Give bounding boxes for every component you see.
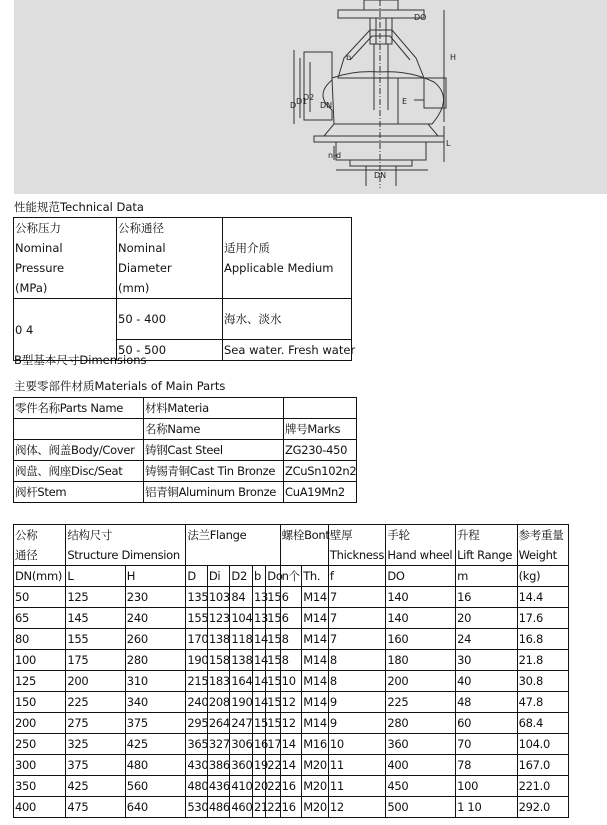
header-bolt: 螺栓Bont — [280, 525, 328, 566]
dims-cell: 12 — [280, 713, 302, 734]
dims-cell: 325 — [66, 734, 125, 755]
dims-cell: 260 — [125, 629, 186, 650]
dims-cell: 24 — [456, 629, 518, 650]
dims-cell: 190 — [186, 650, 208, 671]
dims-cell: 7 — [328, 587, 385, 608]
header-lift: 升程 Lift Range — [456, 525, 518, 566]
dims-cell: 9 — [328, 713, 385, 734]
dims-cell: 430 — [186, 755, 208, 776]
dims-cell: 22 — [266, 755, 280, 776]
dims-cell: 410 — [230, 776, 253, 797]
dims-cell: 12 — [280, 692, 302, 713]
dims-cell: 436 — [207, 776, 230, 797]
marks-cell: CuA19Mn2 — [284, 482, 357, 503]
dim-label-dn-bottom: DN — [374, 171, 387, 180]
medium-value: Sea water. Fresh water — [223, 340, 352, 361]
dims-row — [14, 650, 569, 671]
dims-cell: 500 — [386, 797, 456, 818]
dims-cell: 14 — [252, 629, 265, 650]
dim-label-e: E — [402, 97, 408, 106]
dims-row — [14, 734, 569, 755]
dims-cell: 16.8 — [517, 629, 568, 650]
dims-cell: 15 — [266, 587, 280, 608]
dims-cell: 350 — [14, 776, 66, 797]
dims-cell: 230 — [125, 587, 186, 608]
dims-row — [14, 608, 569, 629]
unit-cell: DO — [386, 566, 456, 587]
dims-cell: 8 — [280, 650, 302, 671]
header-flange: 法兰Flange — [186, 525, 280, 566]
dims-cell: 15 — [266, 713, 280, 734]
dims-cell: 7 — [328, 608, 385, 629]
dims-cell: 15 — [266, 692, 280, 713]
dims-cell: 22 — [266, 776, 280, 797]
unit-cell: Do — [266, 566, 280, 587]
dims-cell: 15 — [266, 650, 280, 671]
materials-table — [13, 397, 357, 503]
dims-cell: 138 — [230, 650, 253, 671]
dims-cell: 225 — [386, 692, 456, 713]
dims-cell: 360 — [230, 755, 253, 776]
unit-cell: (kg) — [517, 566, 568, 587]
dims-cell: 19 — [252, 755, 265, 776]
dims-cell: 118 — [230, 629, 253, 650]
header-handwheel: 手轮 Hand wheel — [386, 525, 456, 566]
dims-cell: 125 — [66, 587, 125, 608]
unit-cell: D — [186, 566, 208, 587]
dims-cell: 425 — [66, 776, 125, 797]
dims-cell: 295 — [186, 713, 208, 734]
material-cell: 铸锡青铜Cast Tin Bronze — [144, 461, 284, 482]
dim-label-h: H — [450, 53, 457, 62]
header-weight: 参考重量 Weight — [517, 525, 568, 566]
dims-cell: 11 — [328, 755, 385, 776]
dims-cell: 560 — [125, 776, 186, 797]
dims-cell: 360 — [386, 734, 456, 755]
marks-cell: ZCuSn102n2 — [284, 461, 357, 482]
dims-cell: 9 — [328, 692, 385, 713]
technical-heading: 性能规范Technical Data — [14, 200, 144, 214]
dims-cell: 47.8 — [517, 692, 568, 713]
medium-value: 海水、淡水 — [223, 299, 352, 340]
dims-cell: 400 — [386, 755, 456, 776]
dims-unit-row — [14, 566, 569, 587]
dims-cell: 486 — [207, 797, 230, 818]
dims-row — [14, 587, 569, 608]
dims-cell: 123 — [207, 608, 230, 629]
unit-cell: f — [328, 566, 385, 587]
dims-cell: 30 — [456, 650, 518, 671]
dims-cell: 22 — [266, 797, 280, 818]
header-name: 名称Name — [144, 419, 284, 440]
dim-label-do: DO — [414, 13, 427, 22]
dim-label-nd: n-d — [328, 151, 342, 160]
dims-cell: 11 — [328, 776, 385, 797]
unit-cell: Di — [207, 566, 230, 587]
materials-heading: 主要零部件材质Materials of Main Parts — [14, 379, 226, 393]
dims-cell: 17 — [266, 734, 280, 755]
dims-cell: 150 — [14, 692, 66, 713]
dims-cell: 65 — [14, 608, 66, 629]
dim-label-d: D — [290, 101, 297, 110]
dims-cell: 14 — [252, 692, 265, 713]
dims-cell: 160 — [386, 629, 456, 650]
dims-cell: 365 — [186, 734, 208, 755]
materials-subheader-row — [14, 419, 357, 440]
dim-label-b: b — [346, 53, 352, 62]
dims-cell: 475 — [66, 797, 125, 818]
dims-cell: 60 — [456, 713, 518, 734]
dims-row — [14, 629, 569, 650]
dims-cell: 100 — [14, 650, 66, 671]
dim-label-d1: D1 — [296, 97, 308, 106]
dims-cell: 103 — [207, 587, 230, 608]
dims-header-row — [14, 525, 569, 566]
dims-cell: 170 — [186, 629, 208, 650]
dims-cell: 15 — [266, 608, 280, 629]
unit-cell: DN(mm) — [14, 566, 66, 587]
dims-cell: 30.8 — [517, 671, 568, 692]
dims-cell: 14 — [252, 650, 265, 671]
dims-cell: 480 — [186, 776, 208, 797]
dims-row — [14, 755, 569, 776]
dims-cell: 10 — [280, 671, 302, 692]
dims-cell: 80 — [14, 629, 66, 650]
dims-cell: 84 — [230, 587, 253, 608]
dims-cell: 640 — [125, 797, 186, 818]
dim-label-dn-side: DN — [320, 101, 333, 110]
header-thickness: 壁厚 Thickness — [328, 525, 385, 566]
dims-cell: M14 — [302, 650, 329, 671]
dims-cell: 14 — [252, 671, 265, 692]
dims-cell: M16 — [302, 734, 329, 755]
dims-cell: 104.0 — [517, 734, 568, 755]
dims-cell: 78 — [456, 755, 518, 776]
dims-cell: 13 — [252, 587, 265, 608]
technical-header-row — [14, 218, 352, 299]
materials-header-row — [14, 398, 357, 419]
dims-cell: 70 — [456, 734, 518, 755]
dims-cell: 221.0 — [517, 776, 568, 797]
part-cell: 阀杆Stem — [14, 482, 144, 503]
dims-cell: 264 — [207, 713, 230, 734]
dims-row — [14, 692, 569, 713]
dims-cell: 240 — [125, 608, 186, 629]
dims-cell: 200 — [66, 671, 125, 692]
dims-cell: 17.6 — [517, 608, 568, 629]
dims-cell: 530 — [186, 797, 208, 818]
dims-cell: 425 — [125, 734, 186, 755]
dims-cell: 68.4 — [517, 713, 568, 734]
dims-cell: 14 — [280, 734, 302, 755]
dims-cell: 16 — [280, 776, 302, 797]
valve-drawing-svg — [14, 0, 607, 194]
dims-cell: 20 — [456, 608, 518, 629]
header-empty — [14, 419, 144, 440]
header-structure: 结构尺寸 Structure Dimension — [66, 525, 186, 566]
dims-cell: 180 — [386, 650, 456, 671]
dims-cell: 215 — [186, 671, 208, 692]
dims-cell: 7 — [328, 629, 385, 650]
dims-cell: 167.0 — [517, 755, 568, 776]
dims-cell: 386 — [207, 755, 230, 776]
header-pressure: 公称压力 Nominal Pressure (MPa) — [14, 218, 117, 299]
part-cell: 阀盘、阀座Disc/Seat — [14, 461, 144, 482]
materials-row — [14, 440, 357, 461]
unit-cell: n个 — [280, 566, 302, 587]
dims-cell: 140 — [386, 608, 456, 629]
diameter-value: 50 - 500 — [117, 340, 223, 361]
dimensions-table — [13, 524, 569, 818]
technical-row — [14, 299, 352, 340]
dims-cell: 450 — [386, 776, 456, 797]
unit-cell: L — [66, 566, 125, 587]
dims-cell: 138 — [207, 629, 230, 650]
dims-cell: 20 — [252, 776, 265, 797]
dims-cell: M14 — [302, 608, 329, 629]
marks-cell: ZG230-450 — [284, 440, 357, 461]
pressure-value: 0 4 — [14, 299, 117, 361]
unit-cell: H — [125, 566, 186, 587]
header-nominal: 公称 通径 — [14, 525, 66, 566]
unit-cell: m — [456, 566, 518, 587]
dims-cell: 310 — [125, 671, 186, 692]
dims-cell: 480 — [125, 755, 186, 776]
dims-cell: 240 — [186, 692, 208, 713]
unit-cell: b — [252, 566, 265, 587]
dims-cell: M20 — [302, 755, 329, 776]
dims-cell: 104 — [230, 608, 253, 629]
dims-cell: 21 — [252, 797, 265, 818]
dims-cell: 40 — [456, 671, 518, 692]
dims-cell: 100 — [456, 776, 518, 797]
unit-cell: Th. — [302, 566, 329, 587]
dims-cell: 15 — [266, 629, 280, 650]
dims-cell: 225 — [66, 692, 125, 713]
dim-label-l: L — [446, 139, 451, 148]
dims-cell: 280 — [125, 650, 186, 671]
dims-row — [14, 713, 569, 734]
dims-cell: 250 — [14, 734, 66, 755]
dims-cell: 155 — [66, 629, 125, 650]
header-part: 零件名称Parts Name — [14, 398, 144, 419]
dims-cell: 275 — [66, 713, 125, 734]
dim-label-d2: D2 — [303, 93, 315, 102]
dims-cell: 158 — [207, 650, 230, 671]
material-cell: 铝青铜Aluminum Bronze — [144, 482, 284, 503]
dims-cell: 125 — [14, 671, 66, 692]
dims-cell: M14 — [302, 671, 329, 692]
materials-row — [14, 482, 357, 503]
dims-cell: 164 — [230, 671, 253, 692]
dims-cell: 300 — [14, 755, 66, 776]
dims-cell: 292.0 — [517, 797, 568, 818]
header-empty — [284, 398, 357, 419]
dims-cell: 460 — [230, 797, 253, 818]
dims-cell: 200 — [14, 713, 66, 734]
dims-cell: 175 — [66, 650, 125, 671]
dims-cell: 14 — [280, 755, 302, 776]
dims-cell: M20 — [302, 797, 329, 818]
dims-cell: M14 — [302, 629, 329, 650]
diameter-value: 50 - 400 — [117, 299, 223, 340]
dims-cell: 1 10 — [456, 797, 518, 818]
dims-row — [14, 776, 569, 797]
dims-cell: 6 — [280, 587, 302, 608]
dims-cell: 183 — [207, 671, 230, 692]
dimensions-heading: B型基本尺寸Dimensions — [14, 353, 147, 367]
dims-cell: 140 — [386, 587, 456, 608]
dims-cell: M14 — [302, 692, 329, 713]
dims-row — [14, 671, 569, 692]
header-diameter: 公称通径 Nominal Diameter (mm) — [117, 218, 223, 299]
dims-cell: 50 — [14, 587, 66, 608]
dims-cell: 12 — [328, 797, 385, 818]
material-cell: 铸钢Cast Steel — [144, 440, 284, 461]
dims-cell: 13 — [252, 608, 265, 629]
dims-cell: 375 — [66, 755, 125, 776]
dims-cell: 6 — [280, 608, 302, 629]
dims-cell: M20 — [302, 776, 329, 797]
dims-cell: 247 — [230, 713, 253, 734]
dims-cell: 16 — [280, 797, 302, 818]
dims-cell: 14.4 — [517, 587, 568, 608]
dims-cell: 8 — [328, 650, 385, 671]
dims-cell: 375 — [125, 713, 186, 734]
dims-cell: 16 — [252, 734, 265, 755]
dims-cell: M14 — [302, 713, 329, 734]
dims-cell: 190 — [230, 692, 253, 713]
dims-cell: 48 — [456, 692, 518, 713]
header-medium: 适用介质 Applicable Medium — [223, 218, 352, 299]
header-marks: 牌号Marks — [284, 419, 357, 440]
dims-cell: 15 — [266, 671, 280, 692]
part-cell: 阀体、阀盖Body/Cover — [14, 440, 144, 461]
dims-cell: 16 — [456, 587, 518, 608]
dims-cell: 400 — [14, 797, 66, 818]
dims-cell: 155 — [186, 608, 208, 629]
dims-cell: M14 — [302, 587, 329, 608]
technical-table — [13, 217, 356, 361]
dims-cell: 145 — [66, 608, 125, 629]
dims-cell: 280 — [386, 713, 456, 734]
valve-drawing — [14, 0, 607, 194]
dims-cell: 15 — [252, 713, 265, 734]
dims-cell: 8 — [280, 629, 302, 650]
unit-cell: D2 — [230, 566, 253, 587]
dims-cell: 21.8 — [517, 650, 568, 671]
dims-cell: 306 — [230, 734, 253, 755]
dims-cell: 10 — [328, 734, 385, 755]
header-material: 材料Materia — [144, 398, 284, 419]
dims-cell: 8 — [328, 671, 385, 692]
dims-cell: 327 — [207, 734, 230, 755]
dims-cell: 135 — [186, 587, 208, 608]
dims-cell: 200 — [386, 671, 456, 692]
materials-row — [14, 461, 357, 482]
dims-row — [14, 797, 569, 818]
dims-cell: 208 — [207, 692, 230, 713]
dims-cell: 340 — [125, 692, 186, 713]
